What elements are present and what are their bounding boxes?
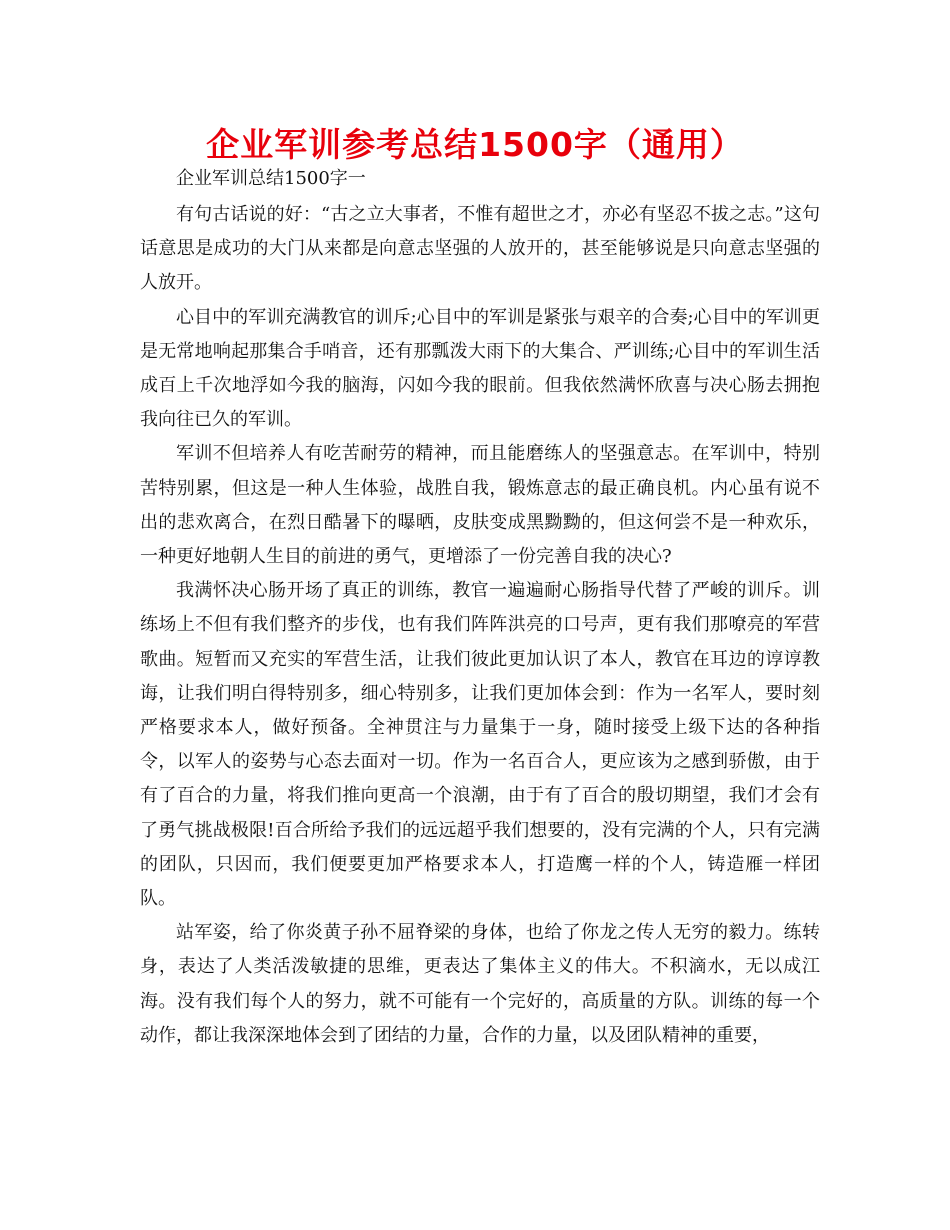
paragraph-4: 我满怀决心肠开场了真正的训练，教官一遍遍耐心肠指导代替了严峻的训斥。训练场上不但有我们整齐的步伐，也有我们阵阵洪亮的口号声，更有我们那嘹亮的军营歌曲。短暂而又充实的军营生活，让我们彼此更加认识了本人，教官在耳边的谆谆教诲，让我们明白得特别多，细心特别多，让我们更加体会到：作为一名军人，要时刻严格要求本人，做好预备。全神贯注与力量集于一身，随时接受上级下达的各种指令，以军人的姿势与心态去面对一切。作为一名百合人，更应该为之感到骄傲，由于有了百合的力量，将我们推向更高一个浪潮，由于有了百合的殷切期望，我们才会有了勇气挑战极限!百合所给予我们的远远超乎我们想要的，没有完满的个人，只有完满的团队，只因而，我们便要更加严格要求本人，打造鹰一样的个人，铸造雁一样团队。 — [140, 580, 820, 910]
document-subtitle: 企业军训总结1500字一 — [176, 168, 366, 189]
document-body — [140, 164, 820, 1053]
paragraph-3: 军训不但培养人有吃苦耐劳的精神，而且能磨练人的坚强意志。在军训中，特别苦特别累，但这是一种人生体验，战胜自我，锻炼意志的最正确良机。内心虽有说不出的悲欢离合，在烈日酷暑下的曝晒，皮肤变成黑黝黝的，但这何尝不是一种欢乐，一种更好地朝人生目的前进的勇气，更增添了一份完善自我的决心? — [140, 443, 820, 568]
document-title: 企业军训参考总结1500字（通用） — [206, 125, 744, 164]
paragraph-5: 站军姿，给了你炎黄子孙不屈脊梁的身体，也给了你龙之传人无穷的毅力。练转身，表达了人类活泼敏捷的思维，更表达了集体主义的伟大。不积滴水，无以成江海。没有我们每个人的努力，就不可能有一个完好的，高质量的方队。训练的每一个动作，都让我深深地体会到了团结的力量，合作的力量，以及团队精神的重要， — [140, 922, 820, 1046]
paragraph-1: 有句古话说的好：“古之立大事者，不惟有超世之才，亦必有坚忍不拔之志。”这句话意思是成功的大门从来都是向意志坚强的人放开的，甚至能够说是只向意志坚强的人放开。 — [140, 204, 820, 294]
paragraph-2: 心目中的军训充满教官的训斥;心目中的军训是紧张与艰辛的合奏;心目中的军训更是无常地响起那集合手哨音，还有那瓢泼大雨下的大集合、严训练;心目中的军训生活成百上千次地浮如今我的脑海，闪如今我的眼前。但我依然满怀欣喜与决心肠去拥抱我向往已久的军训。 — [140, 306, 820, 431]
